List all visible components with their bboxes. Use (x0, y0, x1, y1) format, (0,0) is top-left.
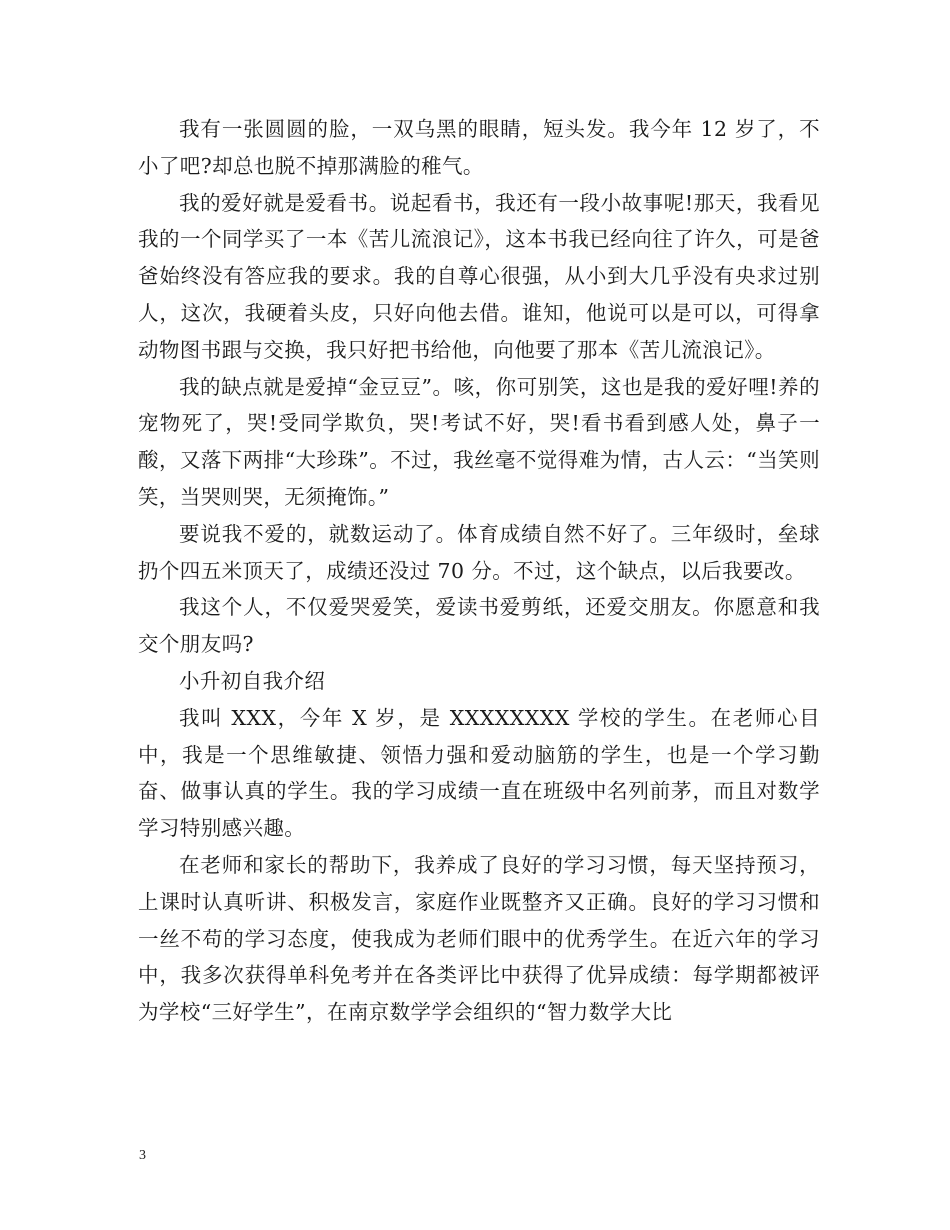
paragraph-friends: 我这个人，不仅爱哭爱笑，爱读书爱剪纸，还爱交朋友。你愿意和我交个朋友吗? (138, 595, 820, 657)
page-number: 3 (139, 1148, 146, 1163)
section-heading: 小升初自我介绍 (179, 668, 326, 693)
paragraph-crying: 我的缺点就是爱掉“金豆豆”。咳，你可别笑，这也是我的爱好哩!养的宠物死了，哭!受同学欺负，哭!考试不好，哭!看书看到感人处，鼻子一酸，又落下两排“大珍珠”。不过，我丝毫不觉得难为情，古人云：“当笑则笑，当哭则哭，无须掩饰。” (138, 374, 820, 509)
paragraph-study-habits: 在老师和家长的帮助下，我养成了良好的学习习惯，每天坚持预习，上课时认真听讲、积极发言，家庭作业既整齐又正确。良好的学习习惯和一丝不苟的学习态度，使我成为老师们眼中的优秀学生。在近六年的学习中，我多次获得单科免考并在各类评比中获得了优异成绩：每学期都被评为学校“三好学生”，在南京数学学会组织的“智力数学大比 (138, 852, 820, 1025)
paragraph-appearance: 我有一张圆圆的脸，一双乌黑的眼睛，短头发。我今年 12 岁了，不小了吧?却总也脱不掉那满脸的稚气。 (138, 117, 820, 178)
paragraph-hobby-reading: 我的爱好就是爱看书。说起看书，我还有一段小故事呢!那天，我看见我的一个同学买了一本《苦儿流浪记》，这本书我已经向往了许久，可是爸爸始终没有答应我的要求。我的自尊心很强，从小到大几乎没有央求过别人，这次，我硬着头皮，只好向他去借。谁知，他说可以是可以，可得拿动物图书跟与交换，我只好把书给他，向他要了那本《苦儿流浪记》。 (138, 190, 820, 362)
paragraph-sports: 要说我不爱的，就数运动了。体育成绩自然不好了。三年级时，垒球扔个四五米顶天了，成绩还没过 70 分。不过，这个缺点，以后我要改。 (138, 521, 820, 583)
paragraph-intro: 我叫 XXX，今年 X 岁，是 XXXXXXXX 学校的学生。在老师心目中，我是一个思维敏捷、领悟力强和爱动脑筋的学生，也是一个学习勤奋、做事认真的学生。我的学习成绩一直在班级中名列前茅，而且对数学学习特别感兴趣。 (138, 705, 820, 841)
document-body (138, 111, 820, 1031)
